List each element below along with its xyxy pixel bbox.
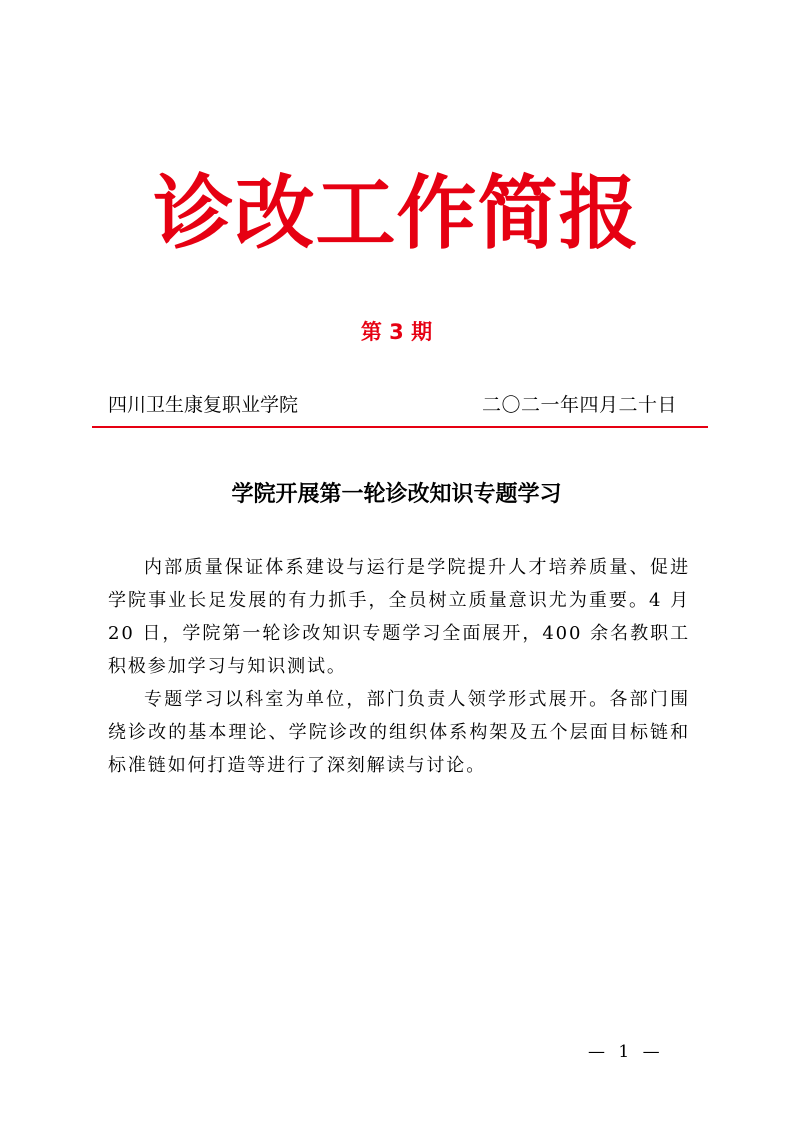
article-paragraph: 内部质量保证体系建设与运行是学院提升人才培养质量、促进学院事业长足发展的有力抓手，全员树立质量意识尤为重要。4 月 20 日，学院第一轮诊改知识专题学习全面展开，400 余名教职工积极参加学习与知识测试。: [108, 557, 690, 677]
issue-number: 第 3 期: [360, 320, 433, 344]
article-body: [108, 551, 690, 782]
red-divider-line: [92, 426, 708, 428]
bulletin-masthead-title: 诊改工作简报: [153, 167, 640, 260]
article-title: 学院开展第一轮诊改知识专题学习: [231, 481, 562, 507]
article-paragraph: 专题学习以科室为单位，部门负责人领学形式展开。各部门围绕诊改的基本理论、学院诊改的组织体系构架及五个层面目标链和标准链如何打造等进行了深刻解读与讨论。: [108, 689, 690, 776]
issuer-name: 四川卫生康复职业学院: [108, 394, 299, 416]
page-number: — 1 —: [588, 1042, 664, 1062]
issue-date: 二〇二一年四月二十日: [481, 394, 677, 416]
